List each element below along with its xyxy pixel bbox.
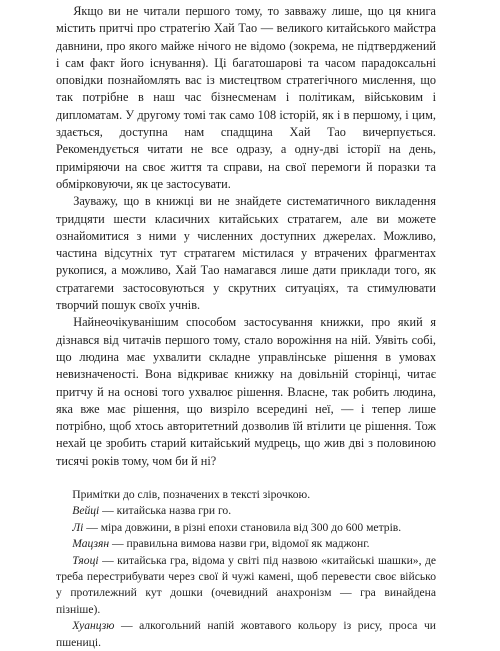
- note-term: Хуанцзю: [72, 619, 115, 633]
- paragraph-1: Якщо ви не читали першого тому, то завважу лише, що ця книга містить притчі про стратегію Хай Тао — великого китайського майстра давнини, про якого майже нічого не відомо (зокрема, не підтверджений і сам факт його існування). Ці багатошарові та часом парадоксальні оповідки познайомлять вас із мистецтвом стратегічного мислення, що так потрібне в наш час бізнесменам і політикам, військовим і дипломатам. У другому томі так само 108 історій, як і в першому, і цим, здається, доступна нам спадщина Хай Тао вичерпується. Рекомендується читати не все одразу, а одну-дві історії на день, приміряючи на своє життя та справи, на свої перемоги й поразки та обмірковуючи, як це застосувати.: [56, 4, 436, 191]
- note-definition: — китайська гра, відома у світі під назвою «китайські шашки», де треба перестрибувати через свої й чужі камені, щоб перевести своє військо у протилежний кут дошки (очевидний анахронізм — гра винайдена пізніше).: [56, 553, 436, 616]
- footnotes-intro: Примітки до слів, позначених в тексті зірочкою.: [72, 488, 311, 502]
- paragraph-3: Найнеочікуванішим способом застосування книжки, про який я дізнався від читачів першого тому, стало ворожіння на ній. Уявіть собі, що людина має ухвалити складне управлінське рішення в умовах невизначеності. Вона відкриває книжку на довільній сторінці, читає притчу й на основі того ухвалює рішення. Власне, так робить людина, яка вже має рішення, що визріло всередині неї, — і тепер лише потрібно, щоб хтось авторитетний дозволив їй втілити це рішення. Тож нехай це зробить старий китайський мудрець, що жив дві з половиною тисячі років тому, чом би й ні?: [56, 315, 436, 468]
- note-term: Лі: [72, 520, 84, 534]
- note-khuantsziu: [56, 618, 436, 651]
- note-definition: — алкогольний напій жовтавого кольору із рису, проса чи пшениці.: [56, 619, 436, 649]
- note-definition: — правильна вимова назви гри, відомої як маджонг.: [109, 537, 370, 551]
- note-term: Вейці: [72, 504, 100, 518]
- footnotes-section: [56, 487, 436, 651]
- text-column: [56, 3, 436, 651]
- note-tiaotsi: [56, 553, 436, 619]
- note-term: Мацзян: [72, 537, 110, 551]
- note-definition: — китайська назва гри го.: [99, 504, 232, 518]
- note-veitsi: [56, 503, 436, 519]
- paragraph-2: Зауважу, що в книжці ви не знайдете систематичного викладення тридцяти шести класичних китайських стратагем, але ви можете ознайомитися з ними у численних доступних джерелах. Можливо, частина відсутніх тут стратагем містилася у втрачених фрагментах рукопися, а можливо, Хай Тао намагався лише дати приклади того, як стратагеми застосовуються у скрутних ситуаціях, та стимулювати творчий пошук своїх учнів.: [56, 194, 436, 313]
- note-term: Тяоці: [72, 553, 99, 567]
- note-definition: — міра довжини, в різні епохи становила від 300 до 600 метрів.: [83, 520, 402, 534]
- note-li: [56, 520, 436, 536]
- note-matsziian: [56, 536, 436, 552]
